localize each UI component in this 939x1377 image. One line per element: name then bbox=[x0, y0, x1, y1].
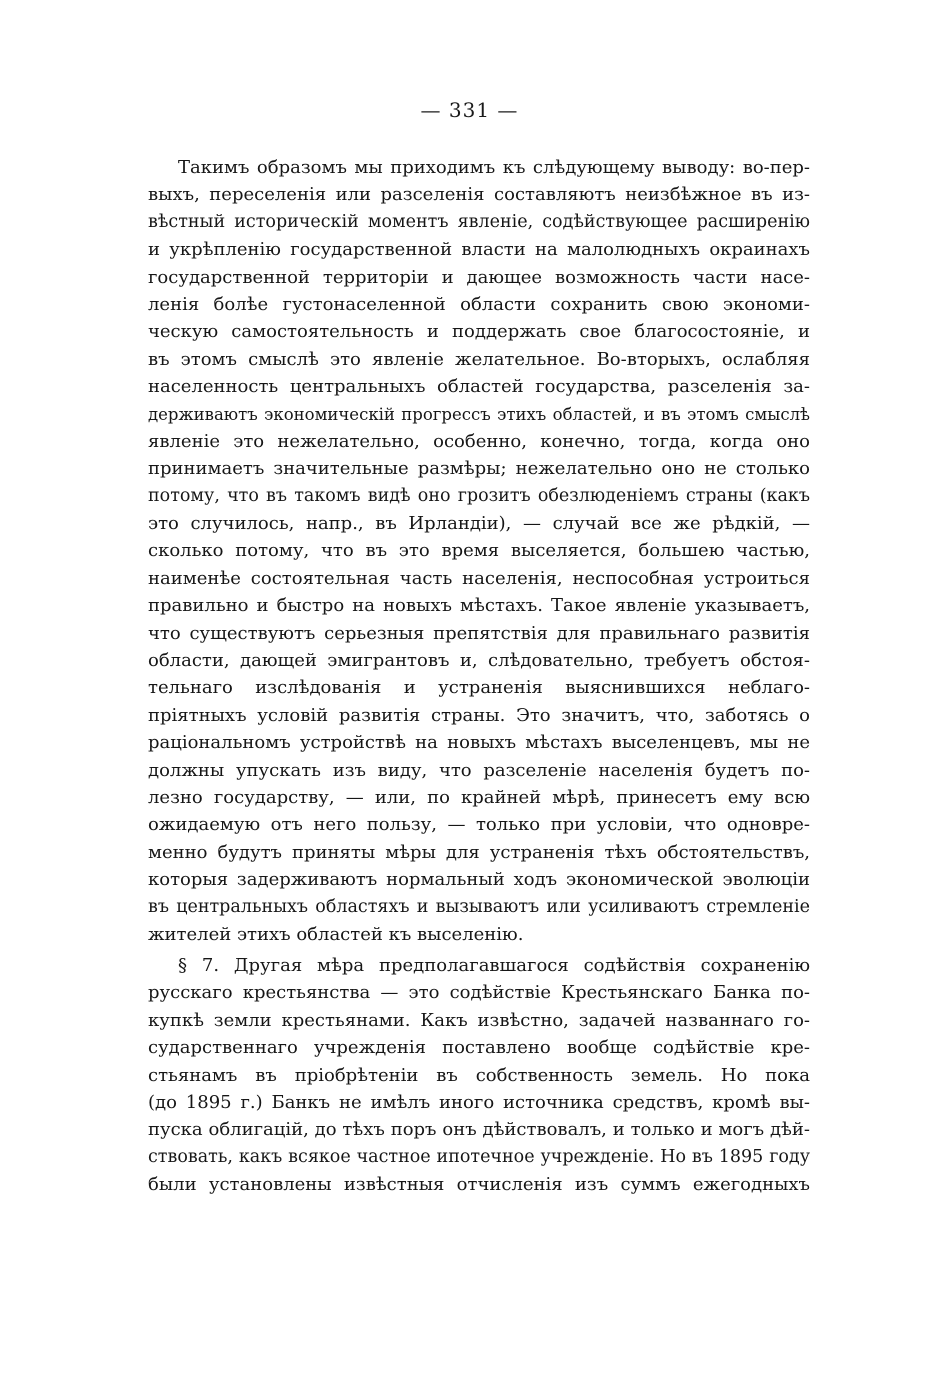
text-line: потому, что въ такомъ видѣ оно грозитъ обезлюденіемъ страны (какъ bbox=[148, 485, 810, 506]
text-line: населенность центральныхъ областей государства, разселенія за- bbox=[148, 376, 810, 398]
text-line: раціональномъ устройствѣ на новыхъ мѣстахъ выселенцевъ, мы не bbox=[148, 732, 810, 754]
text-line: были установлены извѣстныя отчисленія изъ суммъ ежегодныхъ bbox=[148, 1174, 810, 1196]
text-line: выхъ, переселенія или разселенія составляютъ неизбѣжное въ из- bbox=[148, 184, 810, 206]
text-line: жителей этихъ областей къ выселенію. bbox=[148, 923, 524, 945]
text-line: ческую самостоятельность и поддержать свое благосостояніе, и bbox=[148, 321, 810, 343]
text-line: и укрѣпленію государственной власти на малолюдныхъ окраинахъ bbox=[148, 239, 810, 261]
text-line: что существуютъ серьезныя препятствія для правильнаго развитія bbox=[148, 622, 810, 644]
text-line: тельнаго изслѣдованія и устраненія выяснившихся неблаго- bbox=[148, 677, 810, 699]
text-line: пріятныхъ условій развитія страны. Это значитъ, что, заботясь о bbox=[148, 704, 810, 726]
text-line: лезно государству, — или, по крайней мѣрѣ, принесетъ ему всю bbox=[148, 786, 810, 808]
text-line: государственной территоріи и дающее возможность части насе- bbox=[148, 266, 810, 288]
text-line: пуска облигацій, до тѣхъ поръ онъ дѣйствовалъ, и только и могъ дѣй- bbox=[148, 1119, 810, 1141]
text-line: купкѣ земли крестьянами. Какъ извѣстно, задачей названнаго го- bbox=[148, 1009, 810, 1031]
paragraph-conclusion bbox=[148, 154, 810, 948]
text-line: Такимъ образомъ мы приходимъ къ слѣдующему выводу: во-пер- bbox=[178, 157, 810, 178]
text-line: держиваютъ экономическій прогрессъ этихъ областей, и въ этомъ смыслѣ bbox=[148, 404, 810, 424]
text-line: сколько потому, что въ это время выселяется, большею частью, bbox=[148, 540, 810, 562]
text-line: правильно и быстро на новыхъ мѣстахъ. Такое явленіе указываетъ, bbox=[148, 595, 810, 617]
text-line: явленіе это нежелательно, особенно, конечно, тогда, когда оно bbox=[148, 430, 810, 452]
page-number: — 331 — bbox=[420, 98, 519, 122]
text-line: наименѣе состоятельная часть населенія, неспособная устроиться bbox=[148, 567, 810, 589]
text-line: ствовать, какъ всякое частное ипотечное учрежденіе. Но въ 1895 году bbox=[148, 1146, 810, 1167]
text-line: ленія болѣе густонаселенной области сохранить свою экономи- bbox=[148, 293, 810, 315]
paragraph-section-7 bbox=[148, 952, 810, 1199]
text-line: области, дающей эмигрантовъ и, слѣдовательно, требуетъ обстоя- bbox=[148, 650, 810, 672]
text-line: русскаго крестьянства — это содѣйствіе Крестьянскаго Банка по- bbox=[148, 982, 810, 1004]
text-line: ожидаемую отъ него пользу, — только при условіи, что одновре- bbox=[148, 814, 810, 836]
text-line: менно будутъ приняты мѣры для устраненія тѣхъ обстоятельствъ, bbox=[148, 841, 810, 863]
text-line: должны упускать изъ виду, что разселеніе населенія будетъ по- bbox=[148, 759, 810, 781]
text-line: стьянамъ въ пріобрѣтеніи въ собственность земель. Но пока bbox=[148, 1064, 810, 1086]
text-line: сударственнаго учрежденія поставлено вообще содѣйствіе кре- bbox=[148, 1037, 810, 1059]
text-line: въ этомъ смыслѣ это явленіе желательное. Во-вторыхъ, ослабляя bbox=[148, 348, 810, 370]
text-line: § 7. Другая мѣра предполагавшагося содѣйствія сохраненію bbox=[178, 955, 810, 976]
text-line: это случилось, напр., въ Ирландіи), — случай все же рѣдкій, — bbox=[148, 513, 810, 535]
text-line: въ центральныхъ областяхъ и вызываютъ или усиливаютъ стремленіе bbox=[148, 896, 810, 917]
text-line: (до 1895 г.) Банкъ не имѣлъ иного источника средствъ, кромѣ вы- bbox=[148, 1091, 810, 1113]
text-line: принимаетъ значительные размѣры; нежелательно оно не столько bbox=[148, 458, 810, 480]
text-line: которыя задерживаютъ нормальный ходъ экономической эволюціи bbox=[148, 869, 810, 891]
text-line: вѣстный историческій моментъ явленіе, содѣйствующее расширенію bbox=[148, 211, 810, 232]
